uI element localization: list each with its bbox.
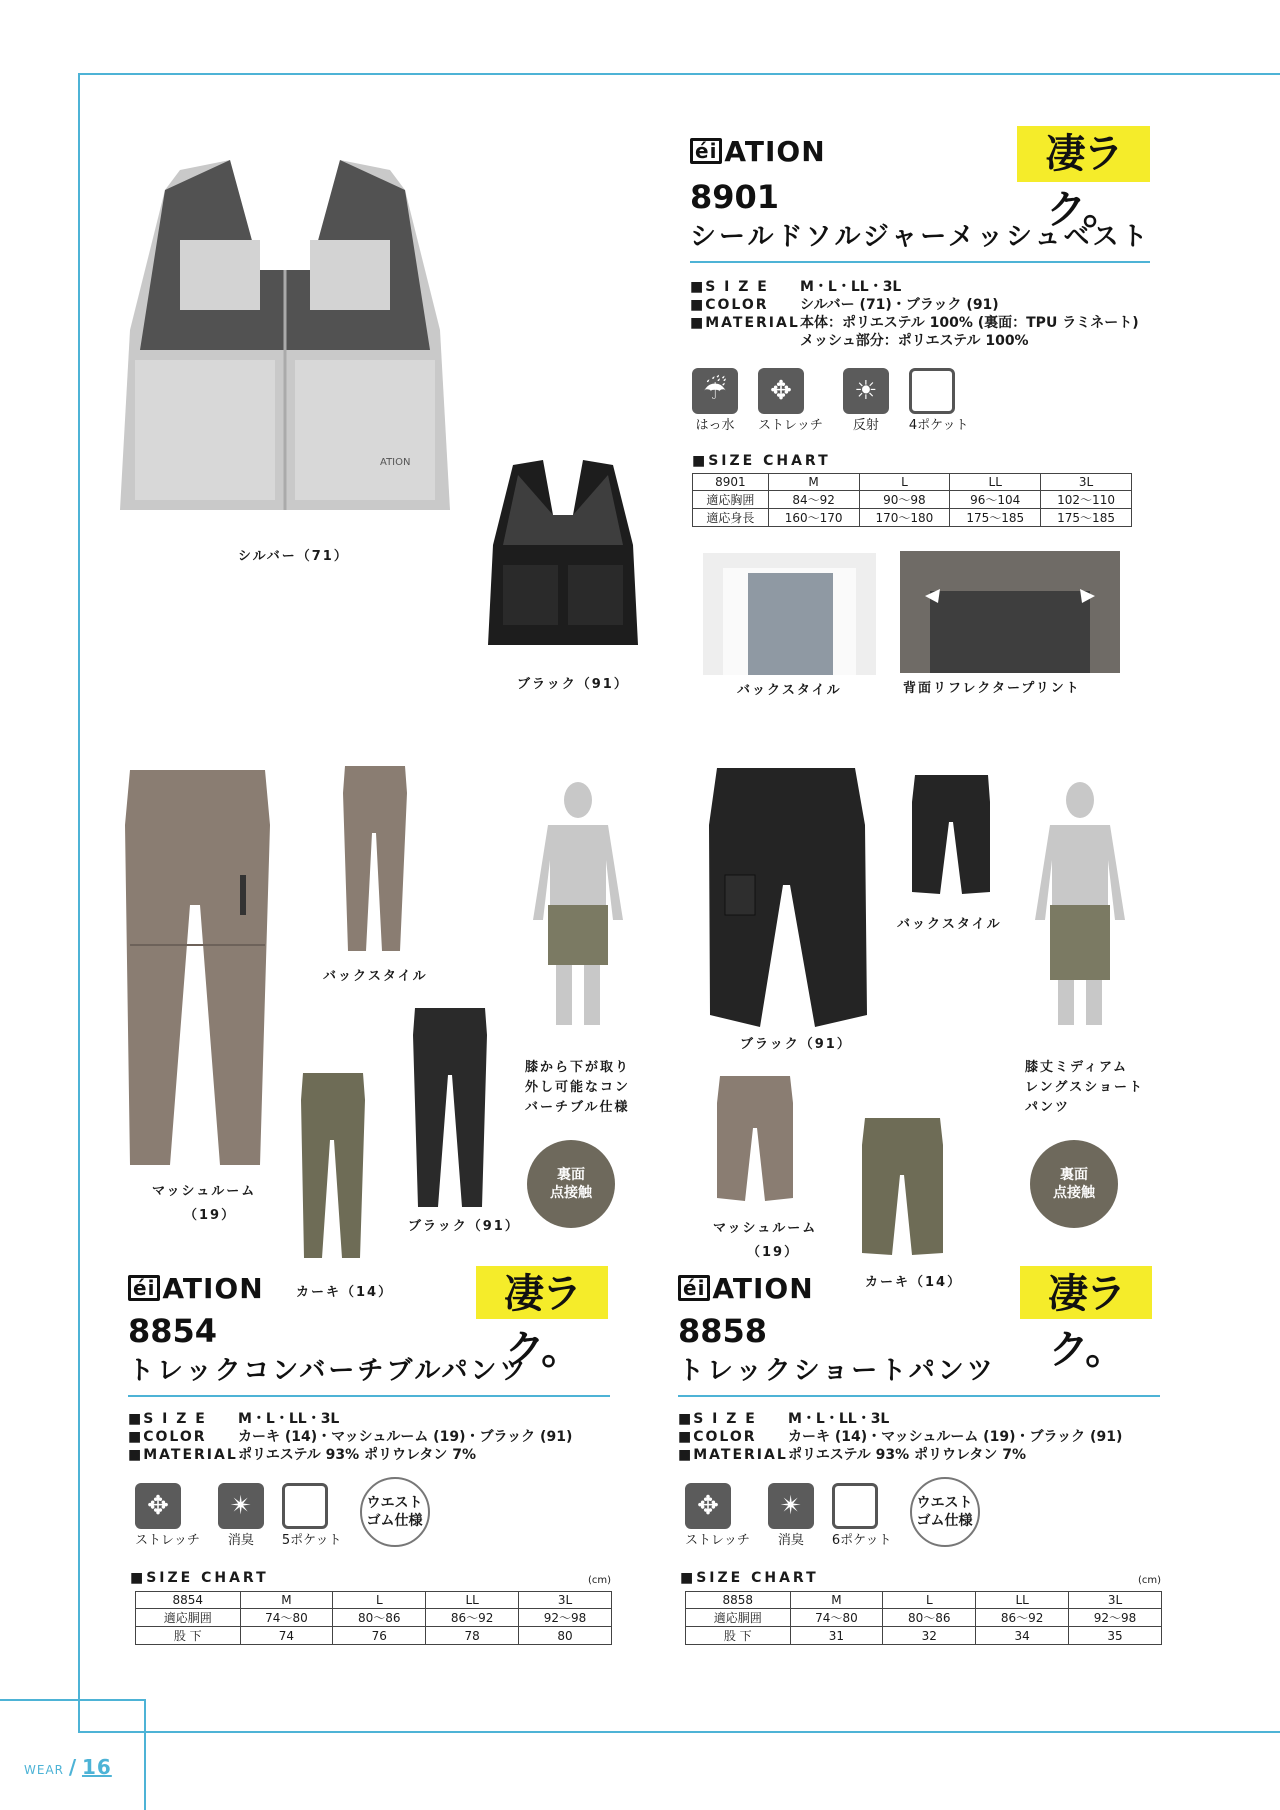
mannequin-shorts — [1030, 780, 1130, 1030]
spec-material: ■MATERIAL本体：ポリエステル 100% (裏面：TPU ラミネート) — [690, 315, 1139, 331]
brand-logo-8854: éi ATION — [128, 1272, 264, 1305]
spec-list-8901 — [690, 278, 1139, 350]
product-name-8901: シールドソルジャーメッシュベスト — [690, 222, 1151, 252]
size-chart-8854 — [135, 1591, 612, 1645]
caption-mushroom-2-8854: （19） — [184, 1208, 237, 1223]
caption-convertible-3: バーチブル仕様 — [525, 1100, 630, 1115]
feature-pocket: 6ポケット — [832, 1483, 892, 1548]
feature-stretch: ✥ ストレッチ — [758, 368, 823, 433]
mushroom-pants-photo — [120, 765, 275, 1170]
model-number-8901: 8901 — [690, 178, 780, 216]
size-chart-row: 適応身長 160～170 170～180 175～185 175～185 — [693, 509, 1132, 527]
caption-medium-2: レングスショート — [1025, 1080, 1145, 1095]
spec-size: ■S I Z E M・L・LL・3L — [128, 1411, 340, 1427]
sugoraku-badge-8858: 凄ラク。 — [1020, 1266, 1152, 1319]
caption-back-reflector: 背面リフレクタープリント — [903, 681, 1081, 696]
caption-back-style-8858: バックスタイル — [897, 917, 1002, 932]
black-vest-photo — [483, 455, 643, 650]
size-chart-row: 適応胴囲 74～80 80～86 86～92 92～98 — [686, 1609, 1162, 1627]
model-number-8858: 8858 — [678, 1312, 768, 1350]
size-chart-title-8901: ■SIZE CHART — [692, 453, 831, 469]
chart-unit-8858: (cm) — [1138, 1575, 1162, 1586]
size-chart-title-8858: ■SIZE CHART — [680, 1570, 819, 1586]
feature-deodorant: ✴ 消臭 — [218, 1483, 264, 1548]
caption-mushroom-2-8858: （19） — [747, 1245, 800, 1260]
page-number — [24, 1755, 112, 1779]
caption-mushroom-1-8858: マッシュルーム — [713, 1221, 818, 1236]
features-8854 — [135, 1483, 430, 1548]
size-chart-row: 適応胴囲 74～80 80～86 86～92 92～98 — [136, 1609, 612, 1627]
caption-convertible-2: 外し可能なコン — [525, 1080, 631, 1095]
caption-medium-3: パンツ — [1025, 1100, 1071, 1115]
title-rule-8854 — [128, 1395, 610, 1397]
deodorant-icon: ✴ — [768, 1483, 814, 1529]
back-style-photo-8901 — [703, 553, 876, 675]
brand-logo-8858: éi ATION — [678, 1272, 814, 1305]
khaki-pants-photo-8854 — [298, 1070, 368, 1260]
frame-bottom-line — [0, 1699, 146, 1701]
reflector-icon: ☀ — [843, 368, 889, 414]
waist-elastic-badge-8858: ウエスト ゴム仕様 — [910, 1477, 980, 1547]
size-chart-header: 8854 M L LL 3L — [136, 1592, 612, 1609]
caption-black-vest: ブラック（91） — [517, 677, 629, 692]
frame-corner-line — [144, 1699, 146, 1810]
size-chart-row: 股 下 74 76 78 80 — [136, 1627, 612, 1645]
frame-bottom-line-right — [78, 1731, 1280, 1733]
feature-pocket: 5ポケット — [282, 1483, 342, 1548]
water-repellent-icon: ☔ — [692, 368, 738, 414]
brand-logo-8901: éi ATION — [690, 135, 826, 168]
page-separator: / — [68, 1755, 78, 1779]
features-8858 — [685, 1483, 980, 1548]
size-chart-row: 股 下 31 32 34 35 — [686, 1627, 1162, 1645]
silver-vest-photo — [120, 150, 450, 530]
size-chart-8901 — [692, 473, 1132, 527]
feature-reflector: ☀ 反射 — [843, 368, 889, 433]
pocket-icon — [832, 1483, 878, 1529]
feature-pocket: 4ポケット — [909, 368, 969, 433]
spec-color: ■COLOR カーキ (14)・マッシュルーム (19)・ブラック (91) — [128, 1429, 573, 1445]
caption-silver: シルバー（71） — [238, 549, 349, 564]
caption-khaki-8858: カーキ（14） — [865, 1275, 963, 1290]
black-shorts-photo — [705, 765, 870, 1030]
waist-elastic-badge-8854: ウエスト ゴム仕様 — [360, 1477, 430, 1547]
stretch-icon: ✥ — [135, 1483, 181, 1529]
caption-medium-1: 膝丈ミディアム — [1025, 1060, 1129, 1075]
feature-stretch: ✥ ストレッチ — [135, 1483, 200, 1548]
spec-material: ■MATERIALポリエステル 93% ポリウレタン 7% — [128, 1447, 477, 1463]
svg-text:ATION: ATION — [380, 457, 411, 468]
pocket-icon — [282, 1483, 328, 1529]
feature-stretch: ✥ ストレッチ — [685, 1483, 750, 1548]
dot-contact-badge-8858: 裏面 点接触 — [1030, 1140, 1118, 1228]
size-chart-header: 8858 M L LL 3L — [686, 1592, 1162, 1609]
mannequin-convertible — [528, 780, 628, 1030]
dot-contact-badge-8854: 裏面 点接触 — [527, 1140, 615, 1228]
stretch-icon: ✥ — [685, 1483, 731, 1529]
spec-material: ■MATERIALポリエステル 93% ポリウレタン 7% — [678, 1447, 1027, 1463]
size-chart-header: 8901 M L LL 3L — [693, 474, 1132, 491]
title-rule-8901 — [690, 261, 1150, 263]
deodorant-icon: ✴ — [218, 1483, 264, 1529]
back-style-shorts-photo — [910, 772, 992, 897]
spec-list-8858 — [678, 1410, 1122, 1464]
caption-mushroom-1-8854: マッシュルーム — [152, 1184, 257, 1199]
caption-black-8854: ブラック（91） — [408, 1219, 520, 1234]
feature-deodorant: ✴ 消臭 — [768, 1483, 814, 1548]
title-rule-8858 — [678, 1395, 1160, 1397]
frame-top-line — [78, 73, 1280, 75]
model-number-8854: 8854 — [128, 1312, 218, 1350]
caption-back-style-8854: バックスタイル — [323, 969, 428, 984]
features-8901 — [692, 368, 969, 433]
stretch-icon: ✥ — [758, 368, 804, 414]
mushroom-shorts-photo — [715, 1073, 795, 1203]
frame-left-line — [78, 73, 80, 1733]
spec-material-line2: メッシュ部分：ポリエステル 100% — [800, 333, 1029, 349]
spec-size: ■S I Z E M・L・LL・3L — [690, 279, 902, 295]
spec-color: ■COLOR シルバー (71)・ブラック (91) — [690, 297, 999, 313]
spec-size: ■S I Z E M・L・LL・3L — [678, 1411, 890, 1427]
size-chart-title-8854: ■SIZE CHART — [130, 1570, 269, 1586]
chart-unit-8854: (cm) — [588, 1575, 612, 1586]
spec-list-8854 — [128, 1410, 572, 1464]
khaki-shorts-photo — [860, 1115, 945, 1257]
page-section: WEAR — [24, 1763, 64, 1777]
feature-water-repellent: ☔ はっ水 — [692, 368, 738, 433]
size-chart-row: 適応胸囲 84～92 90～98 96～104 102～110 — [693, 491, 1132, 509]
caption-khaki-8854: カーキ（14） — [296, 1285, 394, 1300]
sugoraku-badge-8854: 凄ラク。 — [476, 1266, 608, 1319]
back-reflector-photo — [900, 551, 1120, 673]
spec-color: ■COLOR カーキ (14)・マッシュルーム (19)・ブラック (91) — [678, 1429, 1123, 1445]
back-style-pants-photo-8854 — [340, 763, 410, 953]
product-name-8858: トレックショートパンツ — [678, 1356, 996, 1386]
size-chart-8858 — [685, 1591, 1162, 1645]
product-name-8854: トレックコンバーチブルパンツ — [128, 1356, 529, 1386]
sugoraku-badge-8901: 凄ラク。 — [1017, 126, 1150, 182]
page-number-value: 16 — [81, 1755, 112, 1779]
caption-convertible-1: 膝から下が取り — [525, 1060, 631, 1075]
caption-back-style-8901: バックスタイル — [737, 683, 842, 698]
black-pants-photo-8854 — [410, 1005, 490, 1210]
pocket-icon — [909, 368, 955, 414]
caption-black-8858: ブラック（91） — [740, 1037, 852, 1052]
